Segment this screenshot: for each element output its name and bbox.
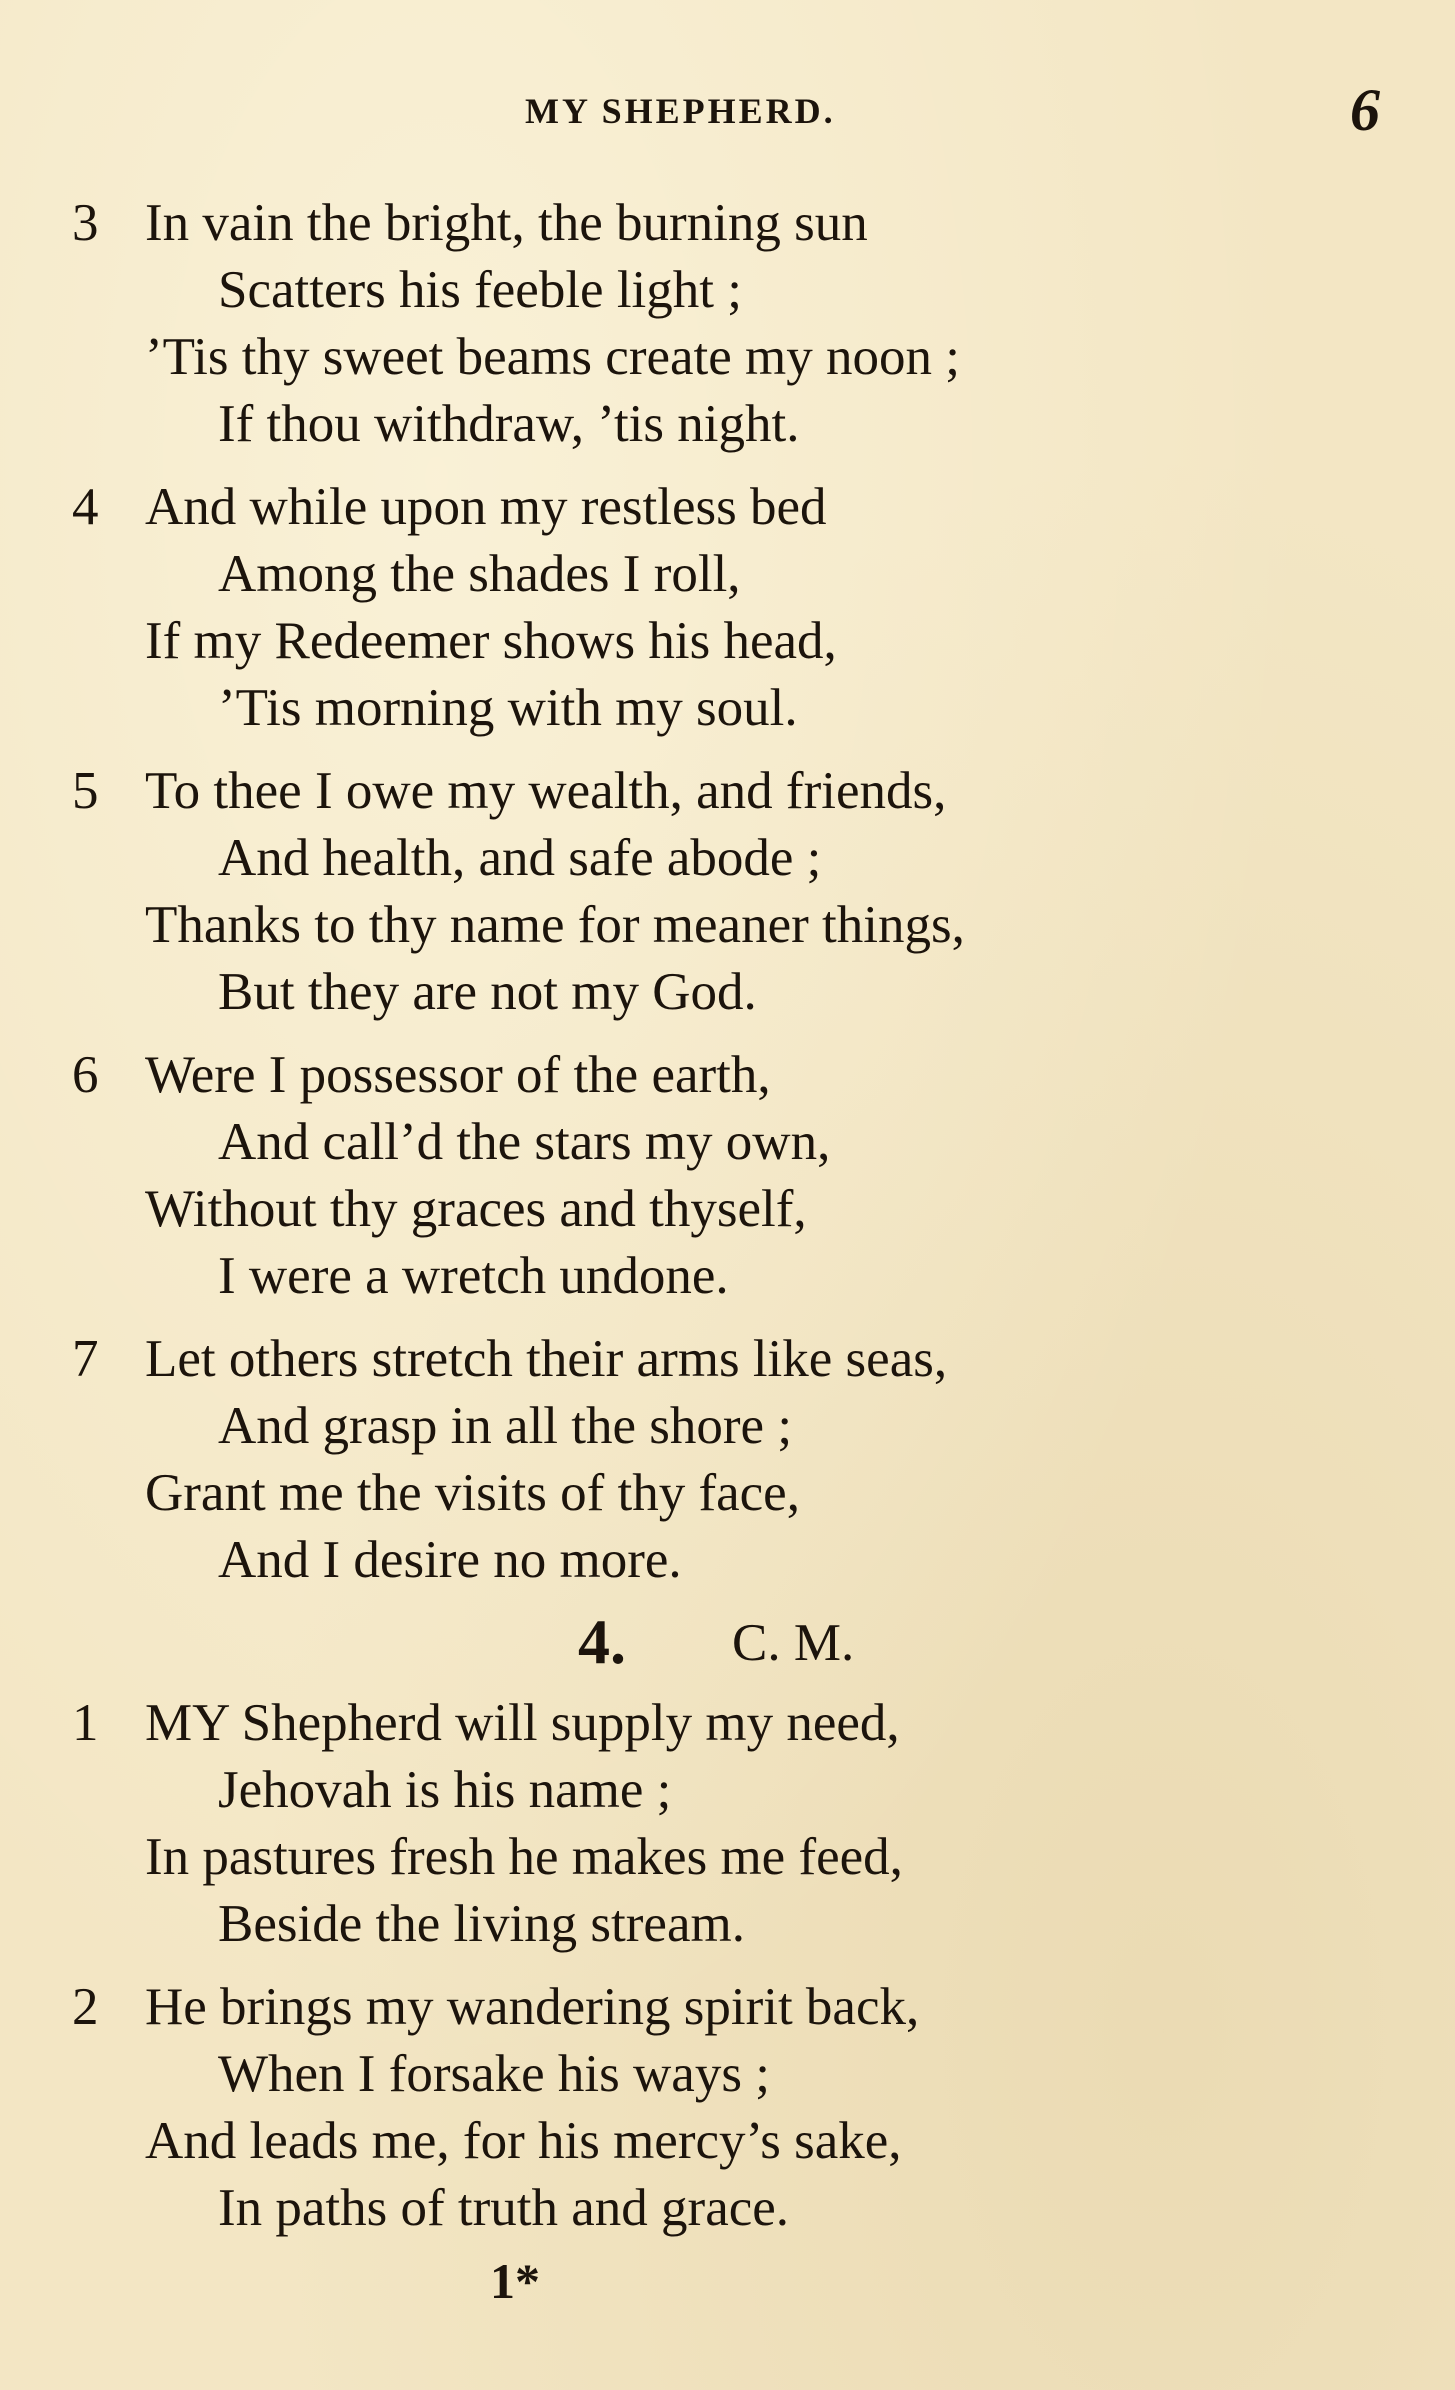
verse-line: Without thy graces and thyself, (145, 1180, 807, 1238)
stanza-number: 6 (72, 1046, 99, 1104)
verse-line: And call’d the stars my own, (218, 1113, 831, 1171)
verse-line: In paths of truth and grace. (218, 2179, 790, 2237)
verse-line: To thee I owe my wealth, and friends, (145, 762, 947, 820)
verse-line: Grant me the visits of thy face, (145, 1464, 800, 1522)
hymn-3-continuation (0, 190, 1455, 1610)
stanza-number: 4 (72, 478, 99, 536)
verse-line: ’Tis thy sweet beams create my noon ; (145, 328, 960, 386)
verse-line: And while upon my restless bed (145, 478, 827, 536)
running-header (0, 77, 1455, 143)
verse-line: MY Shepherd will supply my need, (145, 1694, 900, 1752)
hymn-number: 4. (578, 1606, 626, 1677)
verse-line: Jehovah is his name ; (218, 1761, 672, 1819)
verse-line: Scatters his feeble light ; (218, 261, 742, 319)
verse-line: I were a wretch undone. (218, 1247, 729, 1305)
verse-line: In vain the bright, the burning sun (145, 194, 868, 252)
verse-line: He brings my wandering spirit back, (145, 1978, 920, 2036)
verse-line: And health, and safe abode ; (218, 829, 822, 887)
stanza-number: 3 (72, 194, 99, 252)
stanza-7 (0, 1326, 1455, 1594)
stanza-1 (0, 1690, 1455, 1958)
signature-mark: 1* (490, 2253, 540, 2309)
stanza-number: 2 (72, 1978, 99, 2036)
verse-line: Thanks to thy name for meaner things, (145, 896, 965, 954)
stanza-2 (0, 1974, 1455, 2242)
verse-line: And leads me, for his mercy’s sake, (145, 2112, 902, 2170)
stanza-4 (0, 474, 1455, 742)
stanza-5 (0, 758, 1455, 1026)
verse-line: And grasp in all the shore ; (218, 1397, 793, 1455)
verse-line: Beside the living stream. (218, 1895, 745, 1953)
verse-line: Let others stretch their arms like seas, (145, 1330, 948, 1388)
hymn-4 (0, 1690, 1455, 2258)
hymn-4-heading (0, 1605, 1455, 1685)
verse-line: If thou withdraw, ’tis night. (218, 395, 800, 453)
verse-line: But they are not my God. (218, 963, 757, 1021)
verse-line: And I desire no more. (218, 1531, 682, 1589)
verse-line: ’Tis morning with my soul. (218, 679, 798, 737)
page-number: 6 (1350, 77, 1380, 143)
running-title: MY SHEPHERD. (525, 91, 836, 131)
hymn-meter: C. M. (732, 1614, 855, 1672)
verse-line: Among the shades I roll, (218, 545, 741, 603)
stanza-6 (0, 1042, 1455, 1310)
stanza-3 (0, 190, 1455, 458)
stanza-number: 7 (72, 1330, 99, 1388)
verse-line: Were I possessor of the earth, (145, 1046, 771, 1104)
verse-line: In pastures fresh he makes me feed, (145, 1828, 903, 1886)
verse-line: When I forsake his ways ; (218, 2045, 770, 2103)
stanza-number: 1 (72, 1694, 99, 1752)
verse-line: If my Redeemer shows his head, (145, 612, 837, 670)
stanza-number: 5 (72, 762, 99, 820)
